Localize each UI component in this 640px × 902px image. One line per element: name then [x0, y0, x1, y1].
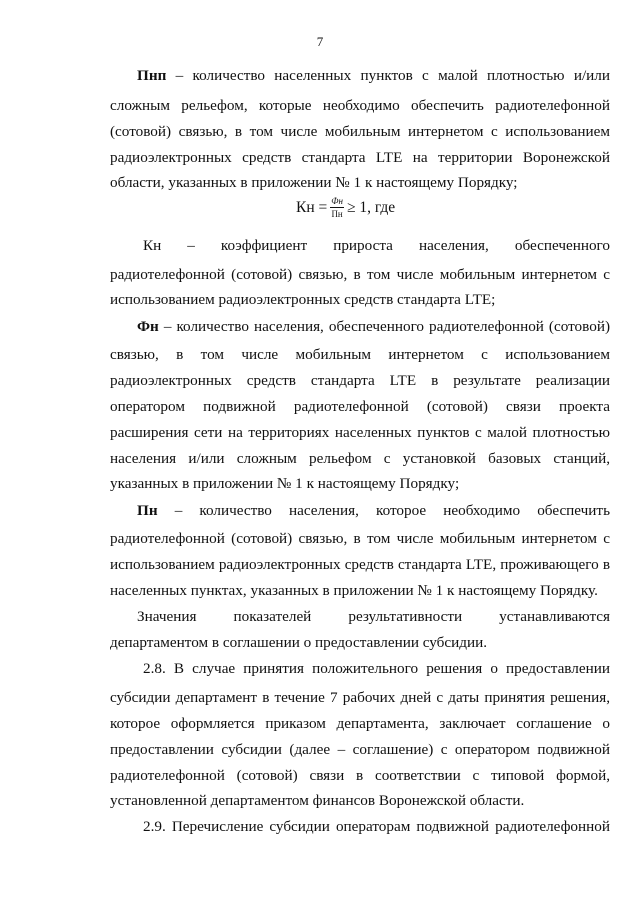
paragraph-2-8-line-4: предоставлении субсидии (далее – соглашение) с оператором подвижной [110, 741, 610, 758]
paragraph-pnp-line-2: сложным рельефом, которые необходимо обеспечить радиотелефонной [110, 97, 610, 114]
paragraph-indicators-line-1: Значения показателей результативности устанавливаются [137, 608, 610, 625]
formula-denominator: Пн [331, 209, 343, 219]
paragraph-kn-line-2: радиотелефонной (сотовой) связью, в том числе мобильным интернетом с [110, 266, 610, 283]
formula-kn [296, 196, 395, 232]
formula-rhs: ≥ 1, где [346, 198, 396, 216]
paragraph-fn-line-4: оператором подвижной радиотелефонной (сотовой) связи проекта [110, 398, 610, 415]
paragraph-fn-line-6: населения и/или сложным рельефом с установкой базовых станций, [110, 450, 610, 467]
paragraph-pn-line-2: радиотелефонной (сотовой) связью, в том числе мобильным интернетом с [110, 530, 610, 547]
page-number: 7 [316, 34, 324, 49]
paragraph-fn-line-7: указанных в приложении № 1 к настоящему Порядку; [110, 475, 460, 492]
paragraph-indicators-line-2: департаментом в соглашении о предоставлении субсидии. [110, 634, 488, 651]
paragraph-kn-line-1: Кн – коэффициент прироста населения, обеспеченного [143, 237, 610, 254]
paragraph-pn-line-1: Пн – количество населения, которое необходимо обеспечить [137, 502, 610, 519]
paragraph-2-8-line-2: субсидии департамент в течение 7 рабочих дней с даты принятия решения, [110, 689, 610, 706]
formula-numerator: Фн [331, 196, 343, 206]
paragraph-2-8-line-1: 2.8. В случае принятия положительного решения о предоставлении [143, 660, 610, 677]
paragraph-2-9-line-1: 2.9. Перечисление субсидии операторам подвижной радиотелефонной [143, 818, 610, 835]
paragraph-pnp-line-3: (сотовой) связью, в том числе мобильным интернетом с использованием [110, 123, 610, 140]
paragraph-pnp-line-5: области, указанных в приложении № 1 к настоящему Порядку; [110, 174, 518, 191]
term-pnp: Пнп [137, 67, 167, 84]
formula-lhs: Кн = [296, 198, 328, 216]
term-pn: Пн [137, 502, 158, 519]
paragraph-2-8-line-6: установленной департаментом финансов Воронежской области. [110, 792, 525, 809]
paragraph-kn-line-3: использованием радиоэлектронных средств стандарта LTE; [110, 291, 496, 308]
paragraph-pnp-line-1: Пнп – количество населенных пунктов с малой плотностью и/или [137, 67, 611, 84]
paragraph-fn-line-5: расширения сети на территориях населенных пунктов с малой плотностью [110, 424, 610, 441]
paragraph-pnp-line-4: радиоэлектронных средств стандарта LTE на территории Воронежской [110, 149, 610, 166]
formula-fraction [330, 196, 344, 219]
paragraph-pn-line-3: использованием радиоэлектронных средств стандарта LTE, проживающего в [110, 556, 610, 573]
paragraph-fn-line-3: радиоэлектронных средств стандарта LTE в результате реализации [110, 372, 610, 389]
term-fn: Фн [137, 318, 159, 335]
paragraph-2-8-line-5: радиотелефонной (сотовой) связи в соответствии с типовой формой, [110, 767, 610, 784]
paragraph-fn-line-1: Фн – количество населения, обеспеченного радиотелефонной (сотовой) [137, 318, 611, 335]
paragraph-2-8-line-3: которое оформляется приказом департамента, заключает соглашение о [110, 715, 610, 732]
paragraph-fn-line-2: связью, в том числе мобильным интернетом с использованием [110, 346, 610, 363]
paragraph-pn-line-4: населенных пунктах, указанных в приложении № 1 к настоящему Порядку. [110, 582, 598, 599]
